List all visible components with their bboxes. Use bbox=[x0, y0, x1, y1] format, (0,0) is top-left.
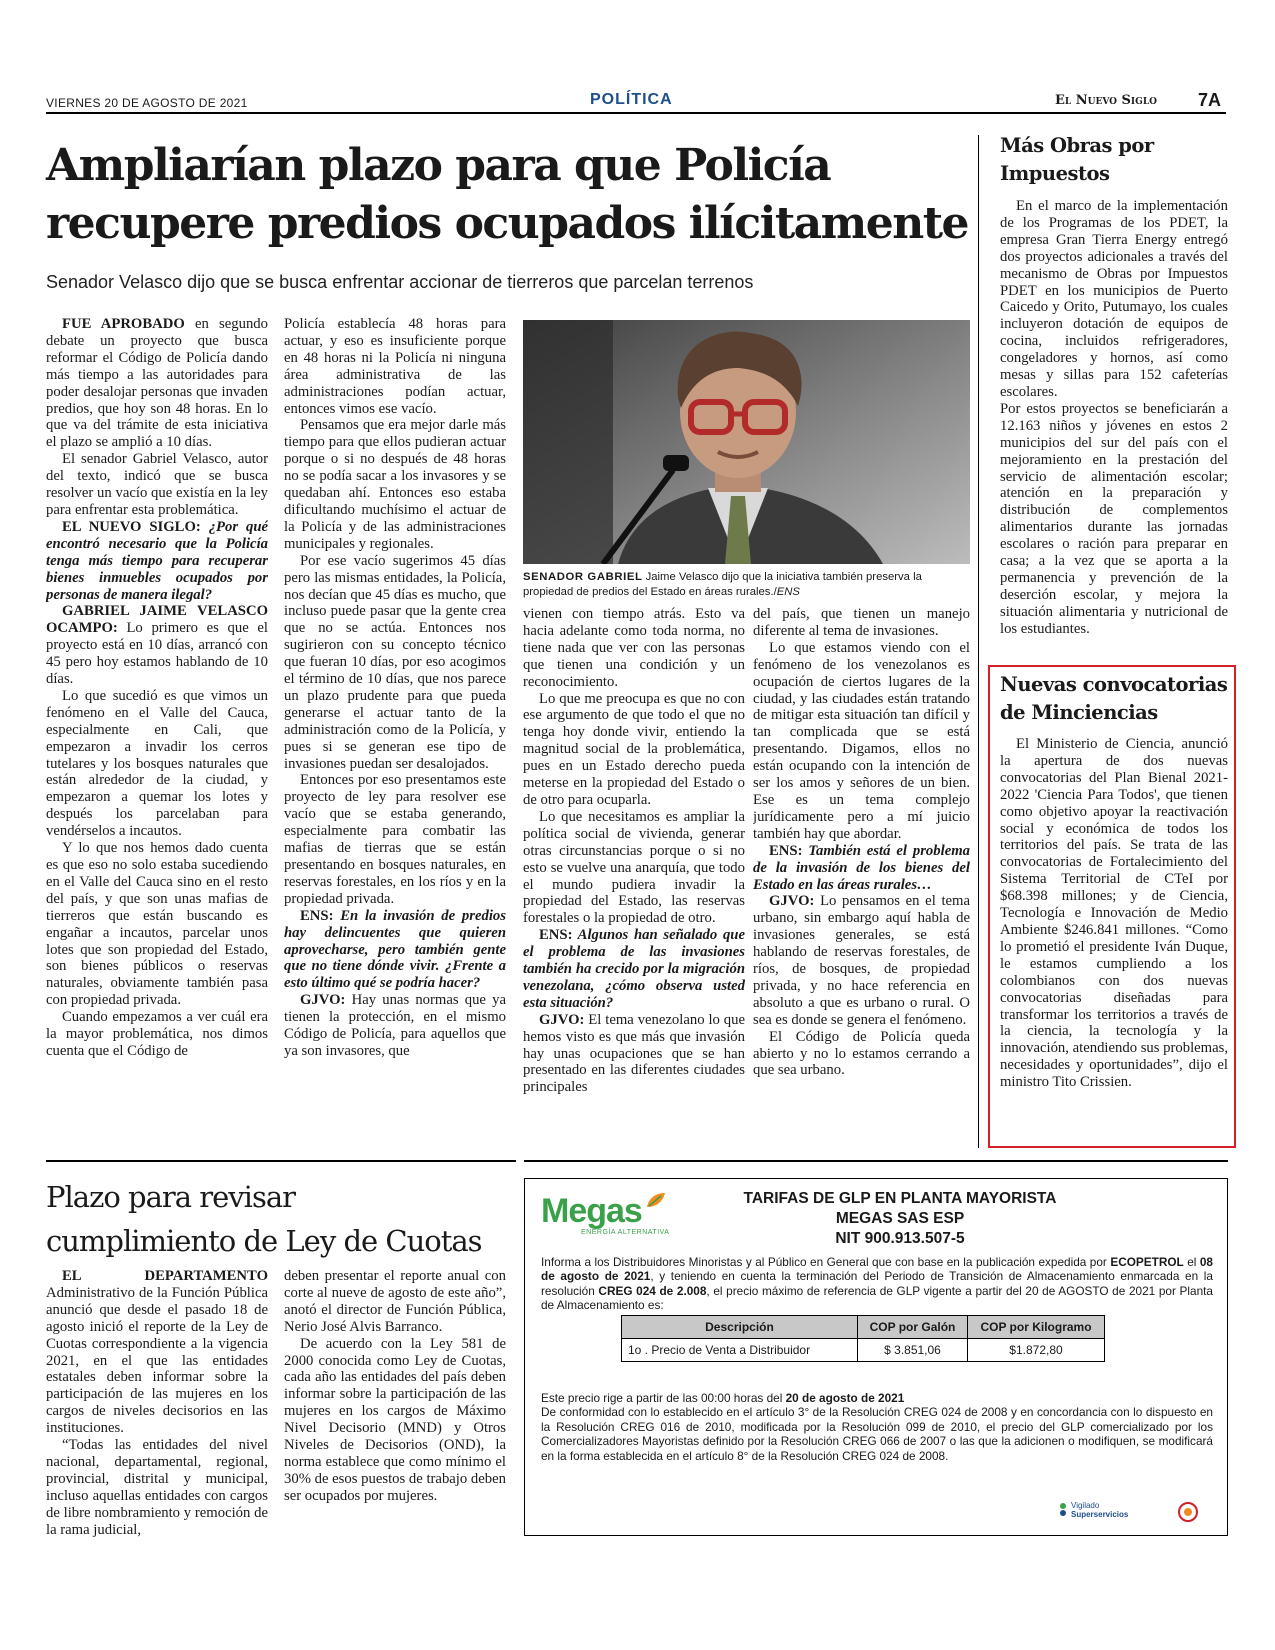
paragraph: Policía establecía 48 horas para actuar, y eso es insuficiente porque en 48 horas ni la Policía ni ninguna área administrativa de las administraciones podían actuar, entonces vimos ese vacío. bbox=[284, 316, 506, 417]
article-lead: FUE APROBADO bbox=[62, 316, 185, 332]
leaf-icon bbox=[645, 1191, 667, 1211]
ad-title bbox=[685, 1189, 1115, 1249]
question: También está el problema de la invasión de los bienes del Estado en las áreas rurales… bbox=[753, 842, 970, 893]
paragraph: Y lo que nos hemos dado cuenta es que eso no solo estaba sucediendo en el Valle del Cauca sino en el resto del país, y que son unas mafias de tierreros que están buscando es engañar a incautos, parcelar unos lotes que son propiedad del Estado, son bienes públicos o reservas naturales, obviamente también pasa con propiedad privada. bbox=[46, 840, 268, 1009]
paragraph: Entonces por eso presentamos este proyecto de ley para resolver ese vacío que se estaba generando, especialmente para combatir las mafias de tierras que se están presentando en bosques naturales, en reservas forestales, en los ríos y en la propiedad privada. bbox=[284, 772, 506, 907]
table-row bbox=[622, 1339, 1105, 1362]
megas-logo bbox=[541, 1193, 669, 1236]
ad-text: Informa a los Distribuidores Minoristas y al Público en General que con base en la publicación expedida por bbox=[541, 1255, 1111, 1269]
speaker: GJVO: bbox=[300, 992, 346, 1009]
main-headline bbox=[46, 137, 986, 253]
vigilado-text: Vigilado bbox=[1071, 1501, 1100, 1510]
question: Algunos han señalado que el problema de las invasiones también ha crecido por la migración venezolana, ¿cómo observa usted esta situación? bbox=[523, 927, 745, 1011]
bottom-rule-left bbox=[46, 1160, 516, 1162]
paragraph: vienen con tiempo atrás. Esto va hacia adelante como toda norma, no tiene nada que ver con las personas que tienen una condición y un reconocimiento. bbox=[523, 606, 745, 690]
paragraph: El Código de Policía queda abierto y no lo estamos cerrando a que sea urbano. bbox=[753, 1028, 970, 1079]
ad-text: ECOPETROL bbox=[1110, 1255, 1184, 1269]
vigilado-superservicios bbox=[1071, 1501, 1128, 1519]
ad-text: 20 de agosto de 2021 bbox=[785, 1391, 905, 1405]
ad-title-line-2: MEGAS SAS ESP bbox=[835, 1210, 965, 1227]
paragraph: Por estos proyectos se beneficiarán a 12.163 niños y jóvenes en estos 2 municipios del sur del país con el mejoramiento en la prestación del servicio de alimentación escolar; atención en la preparación y distribución de complementos alimentarios durante las jornadas escolares o ración para preparar en casa; a la vez que se aporta a la permanencia y prevención de la deserción escolar, y mejora la situación alimentaria y nutricional de los estudiantes. bbox=[1000, 400, 1228, 637]
page-number: 7A bbox=[1198, 90, 1222, 110]
paragraph: deben presentar el reporte anual con corte al nueve de agosto de este año”, anotó el director de Función Pública, Nerio José Alvis Barranco. bbox=[284, 1268, 506, 1335]
main-column-3 bbox=[523, 606, 745, 1156]
ad-intro bbox=[541, 1255, 1213, 1313]
issue-date: VIERNES 20 DE AGOSTO DE 2021 bbox=[46, 96, 248, 110]
answer: Lo pensamos en el tema urbano, sin embargo aquí habla de invasiones generales, se está hablando de reservas forestales, de ríos, de bosques, de propiedad privada, y no hace referencia en absoluto a que es urbano o rural. O sea es donde se genera el fenómeno. bbox=[753, 893, 970, 1028]
senator-photo bbox=[523, 320, 970, 564]
caption-lead: SENADOR GABRIEL bbox=[523, 571, 643, 583]
header-rule bbox=[46, 112, 1226, 114]
paragraph: El senador Gabriel Velasco, autor del texto, indicó que se busca resolver un vacío que existía en la ley para enfrentar esta problemática. bbox=[46, 451, 268, 518]
bottom-rule-right bbox=[524, 1160, 1228, 1162]
paragraph: Lo que estamos viendo con el fenómeno de los venezolanos es ocupación de ciertos lugares de la ciudad, y las ciudades están tratando de mitigar esta situación tan difícil y tan complicada que se está presentando. Digamos, ellos no están ocupando con la intención de ser los amos y señores de un bien. Ese es un tema complejo jurídicamente pero a mí juicio también hay que abordar. bbox=[753, 639, 970, 842]
question: En la invasión de predios hay delincuentes que quieren aprovecharse, pero también gente que no tiene dónde vivir. ¿Frente a esto último qué se podría hacer? bbox=[284, 907, 506, 992]
price-table bbox=[621, 1315, 1105, 1362]
question: ¿Por qué encontró necesario que la Policía tenga más tiempo para recuperar bienes inmuebles ocupados por personas de manera ilegal? bbox=[46, 518, 268, 603]
table-header: Descripción bbox=[622, 1316, 858, 1339]
speaker: EL NUEVO SIGLO: bbox=[62, 518, 201, 535]
speaker: GJVO: bbox=[769, 893, 815, 910]
ad-text: CREG 024 de 2.008 bbox=[598, 1283, 707, 1298]
sidebar-minciencias-body bbox=[1000, 736, 1228, 1136]
price-table-header-row bbox=[622, 1316, 1105, 1339]
megas-logo-text: Megas bbox=[541, 1192, 642, 1230]
plazo-column-2 bbox=[284, 1268, 506, 1543]
sidebar-divider bbox=[978, 135, 979, 1148]
main-column-4 bbox=[753, 606, 970, 1156]
megas-advertisement bbox=[524, 1178, 1228, 1536]
ad-text: , el precio máximo de referencia de GLP vigente a partir del 20 de AGOSTO de 2021 por Planta de Almacenamiento es: bbox=[541, 1283, 1213, 1313]
caption-text: Jaime Velasco dijo que la iniciativa también preserva la propiedad de predios del Estado en áreas rurales./ bbox=[523, 571, 922, 598]
ad-text: 08 de agosto de 2021 bbox=[541, 1255, 1213, 1284]
table-header: COP por Kilogramo bbox=[968, 1316, 1105, 1339]
paragraph: “Todas las entidades del nivel nacional, departamental, regional, provincial, distrital y municipal, incluso aquellas entidades con cargos de libre nombramiento y remoción de la rama judicial, bbox=[46, 1437, 268, 1538]
answer: El tema venezolano lo que hemos visto es que más que invasión hay unas ocupaciones que se han presentado en las diferentes ciudades principales bbox=[523, 1011, 745, 1096]
main-column-1 bbox=[46, 316, 268, 1154]
ad-text: Este precio rige a partir de las 00:00 horas del bbox=[541, 1391, 786, 1405]
paragraph: Lo que necesitamos es ampliar la política social de vivienda, generar otras circunstancias porque o si no esto se vuelve una anarquía, que todo el mundo pudiera invadir la propiedad del Estado, las reservas forestales o la propiedad de otro. bbox=[523, 808, 745, 927]
sidebar-minciencias-title: Nuevas convocatorias de Minciencias bbox=[1000, 673, 1228, 724]
answer: Lo primero es que el proyecto está en 10 días, arrancó con 45 pero hoy estamos hablando de 10 días. bbox=[46, 620, 268, 688]
headline-line-2: recupere predios ocupados ilícitamente bbox=[46, 198, 969, 249]
paragraph: Lo que me preocupa es que no con ese argumento de que todo el que no tenga hoy donde vivir, entiendo la magnitud social de la problemática, pues en un Estado derecho pueda meterse en la propiedad del Estado o de otro para ocuparla. bbox=[523, 690, 745, 808]
paragraph: En el marco de la implementación de los Programas de los PDET, la empresa Gran Tierra Energy entregó dos proyectos adicionales a través del mecanismo de Obras por Impuestos PDET en los municipios de Puerto Caicedo y Orito, Putumayo, los cuales incluyeron dotación de equipos de cocina, incluidos refrigeradores, congeladores y hornos, así como mesas y sillas para 152 cafeterías escolares. bbox=[1000, 198, 1228, 400]
article-lead: EL DEPARTAMENTO bbox=[62, 1268, 268, 1284]
main-column-2 bbox=[284, 316, 506, 1154]
paragraph: Cuando empezamos a ver cuál era la mayor problemática, nos dimos cuenta que el Código de bbox=[46, 1009, 268, 1059]
certification-seal-icon bbox=[1177, 1501, 1199, 1523]
paragraph: en segundo debate un proyecto que busca reformar el Código de Policía dando más tiempo a las autoridades para poder desalojar personas que invaden predios, que hoy son 48 horas. En lo que va del trámite de esta iniciativa el plazo se amplió a 10 días. bbox=[46, 316, 268, 451]
paragraph: De acuerdo con la Ley 581 de 2000 conocida como Ley de Cuotas, cada año las entidades del país deben informar sobre la participación de las mujeres en los cargos de Máximo Nivel Decisorio (MND) y Otros Niveles de Decisorios (OND), la norma establece que como mínimo el 30% de esos puestos de trabajo deben ser ocupados por mujeres. bbox=[284, 1335, 506, 1504]
headline-line-1: Ampliarían plazo para que Policía bbox=[46, 140, 831, 191]
ad-text: el bbox=[1183, 1255, 1200, 1269]
speaker: ENS: bbox=[539, 927, 573, 944]
plazo-headline-line-2: cumplimiento de Ley de Cuotas bbox=[46, 1224, 482, 1258]
ad-title-line-3: NIT 900.913.507-5 bbox=[835, 1230, 965, 1247]
ad-text: De conformidad con lo establecido en el artículo 3° de la Resolución CREG 024 de 2008 y en concordancia con lo dispuesto en la Resolución CREG 016 de 2010, modificada por la Resolución 099 de 2010, el precio del GLP comercializado por los Comercializadores Mayoristas definido por la Resolución CREG 066 de 2007 o las que la adicionen o modifiquen, se modificará en la forma establecida en el artículo 8° de la Resolución CREG 024 de 2008. bbox=[541, 1405, 1213, 1463]
speaker: ENS: bbox=[769, 842, 803, 859]
photo-credit: ENS bbox=[776, 586, 800, 598]
plazo-headline-line-1: Plazo para revisar bbox=[46, 1180, 295, 1214]
paragraph: del país, que tienen un manejo diferente al tema de invasiones. bbox=[753, 606, 970, 639]
plazo-headline bbox=[46, 1175, 482, 1263]
main-deck: Senador Velasco dijo que se busca enfrentar accionar de tierreros que parcelan terrenos bbox=[46, 272, 754, 292]
speaker: GABRIEL JAIME VELASCO OCAMPO: bbox=[46, 603, 268, 637]
answer: Hay unas normas que ya tienen la protección, en el mismo Código de Policía, para aquellos que ya son invasores, que bbox=[284, 992, 506, 1059]
megas-logo-sub: ENERGÍA ALTERNATIVA bbox=[581, 1229, 670, 1236]
newspaper-name: El Nuevo Siglo bbox=[1055, 93, 1157, 108]
superservicios-icon bbox=[1057, 1502, 1069, 1518]
photo-caption bbox=[523, 570, 970, 600]
sidebar-obras-title: Más Obras por Impuestos bbox=[1000, 134, 1154, 185]
speaker: ENS: bbox=[300, 907, 334, 924]
paragraph: Por ese vacío sugerimos 45 días pero las mismas entidades, la Policía, nos decían que 45 días es mucho, que incluso puede pasar que la gente crea que no se actúa. Entonces nos sugirieron con su concepto técnico que fueran 10 días, por eso acogimos el término de 10 días, que nos parece un plazo prudente para que pueda generarse el actuar tanto de la administración como de la Policía, y pues si se generan ese tipo de invasiones puedan ser desalojados. bbox=[284, 552, 506, 772]
table-cell: 1o . Precio de Venta a Distribuidor bbox=[622, 1339, 858, 1362]
paragraph: Pensamos que era mejor darle más tiempo para que ellos pudieran actuar porque o si no después de 48 horas no se podía sacar a los invasores y se quedaban ahí. Entonces eso estaba dificultando muchísimo el actuar de la Policía y de las administraciones municipales y regionales. bbox=[284, 417, 506, 552]
ad-text: , y teniendo en cuenta la terminación del Periodo de Transición de Almacenamiento enmarcada en la resolución bbox=[541, 1269, 1213, 1298]
ad-footer bbox=[541, 1391, 1213, 1463]
paragraph: Administrativo de la Función Pública anunció que desde el pasado 18 de agosto inició el reporte de la Ley de Cuotas correspondiente a la vigencia 2021, en el que las entidades estatales deben informar sobre la participación de las mujeres en los cargos de niveles decisorios en las instituciones. bbox=[46, 1284, 268, 1437]
table-cell: $ 3.851,06 bbox=[858, 1339, 968, 1362]
speaker: GJVO: bbox=[539, 1011, 585, 1028]
paragraph: El Ministerio de Ciencia, anunció la apertura de dos nuevas convocatorias del Plan Bienal 2021-2022 'Ciencia Para Todos', que tienen como objetivo apoyar la reactivación social y económica de todos los territorios del país. Se trata de las convocatorias de Fortalecimiento del Sistema Territorial de CTeI por $68.398 millones; y de Ciencia, Tecnología e Innovación de Medio Ambiente $246.841 millones. “Como lo prometió el presidente Iván Duque, le estamos cumpliendo a los colombianos con dos nuevas convocatorias diseñadas para transformar los territorios a través de la ciencia, la tecnología y la innovación, atendiendo sus problemas, necesidades y oportunidades”, dijo el ministro Tito Crissien. bbox=[1000, 736, 1228, 1091]
senator-photo-illustration bbox=[523, 320, 970, 564]
section-name: POLÍTICA bbox=[590, 91, 673, 108]
table-cell: $1.872,80 bbox=[968, 1339, 1105, 1362]
paragraph: Lo que sucedió es que vimos un fenómeno en el Valle del Cauca, especialmente en Cali, que empezaron a invadir los cerros tutelares y los bosques naturales que están alrededor de la ciudad, y empezaron a quemar los lotes y después los parcelaban para vendérselos a incautos. bbox=[46, 687, 268, 840]
table-header: COP por Galón bbox=[858, 1316, 968, 1339]
vigilado-text: Superservicios bbox=[1071, 1510, 1129, 1519]
sidebar-obras-body bbox=[1000, 198, 1228, 650]
plazo-column-1 bbox=[46, 1268, 268, 1543]
ad-title-line-1: TARIFAS DE GLP EN PLANTA MAYORISTA bbox=[743, 1190, 1057, 1207]
